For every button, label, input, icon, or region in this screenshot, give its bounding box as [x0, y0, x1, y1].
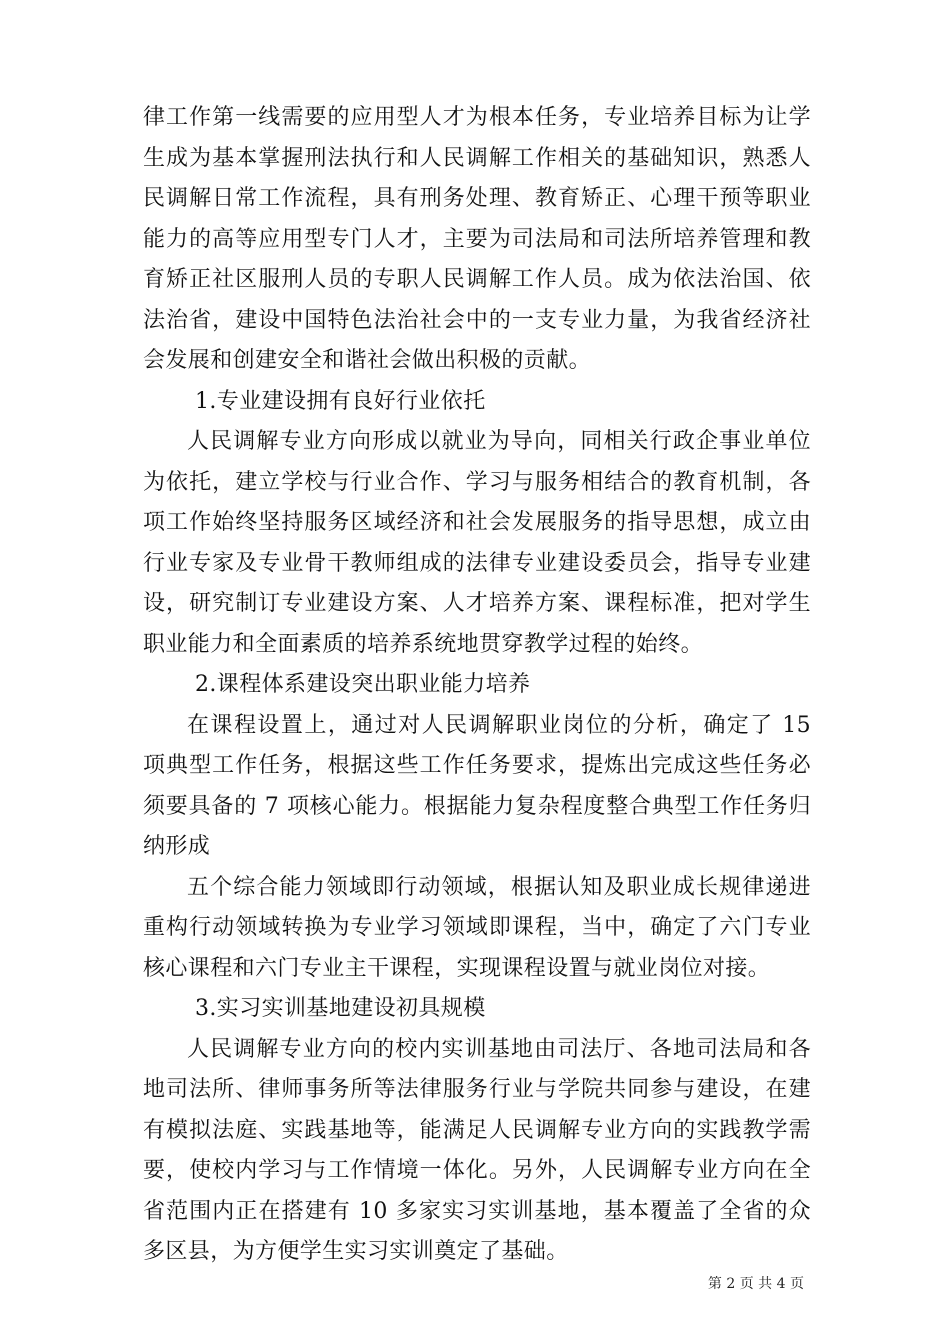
paragraph: 在课程设置上，通过对人民调解职业岗位的分析，确定了 15 项典型工作任务，根据这些工作任务要求，提炼出完成这些任务必须要具备的 7 项核心能力。根据能力复杂程度整合典型工作任务归纳形成 — [143, 712, 811, 859]
paragraph: 律工作第一线需要的应用型人才为根本任务，专业培养目标为让学生成为基本掌握刑法执行和人民调解工作相关的基础知识，熟悉人民调解日常工作流程，具有刑务处理、教育矫正、心理干预等职业能力的高等应用型专门人才，主要为司法局和司法所培养管理和教育矫正社区服刑人员的专职人民调解工作人员。成为依法治国、依法治省，建设中国特色法治社会中的一支专业力量，为我省经济社会发展和创建安全和谐社会做出积极的贡献。 — [143, 105, 811, 373]
section-heading: 2.课程体系建设突出职业能力培养 — [195, 672, 531, 697]
section-heading: 1.专业建设拥有良好行业依托 — [195, 388, 486, 414]
section-heading: 3.实习实训基地建设初具规模 — [195, 996, 486, 1021]
page-number: 第 2 页 共 4 页 — [707, 1276, 804, 1292]
document-body — [143, 98, 811, 1273]
paragraph: 人民调解专业方向形成以就业为导向，同相关行政企事业单位为依托，建立学校与行业合作、学习与服务相结合的教育机制，各项工作始终坚持服务区域经济和社会发展服务的指导思想，成立由行业专家及专业骨干教师组成的法律专业建设委员会，指导专业建设，研究制订专业建设方案、人才培养方案、课程标准，把对学生职业能力和全面素质的培养系统地贯穿教学过程的始终。 — [143, 429, 811, 657]
paragraph: 人民调解专业方向的校内实训基地由司法厅、各地司法局和各地司法所、律师事务所等法律服务行业与学院共同参与建设，在建有模拟法庭、实践基地等，能满足人民调解专业方向的实践教学需要，使校内学习与工作情境一体化。另外，人民调解专业方向在全省范围内正在搭建有 10 多家实习实训基地，基本覆盖了全省的众多区县，为方便学生实习实训奠定了基础。 — [143, 1036, 811, 1264]
paragraph: 五个综合能力领域即行动领域，根据认知及职业成长规律递进重构行动领域转换为专业学习领域即课程，当中，确定了六门专业核心课程和六门专业主干课程，实现课程设置与就业岗位对接。 — [143, 874, 811, 981]
